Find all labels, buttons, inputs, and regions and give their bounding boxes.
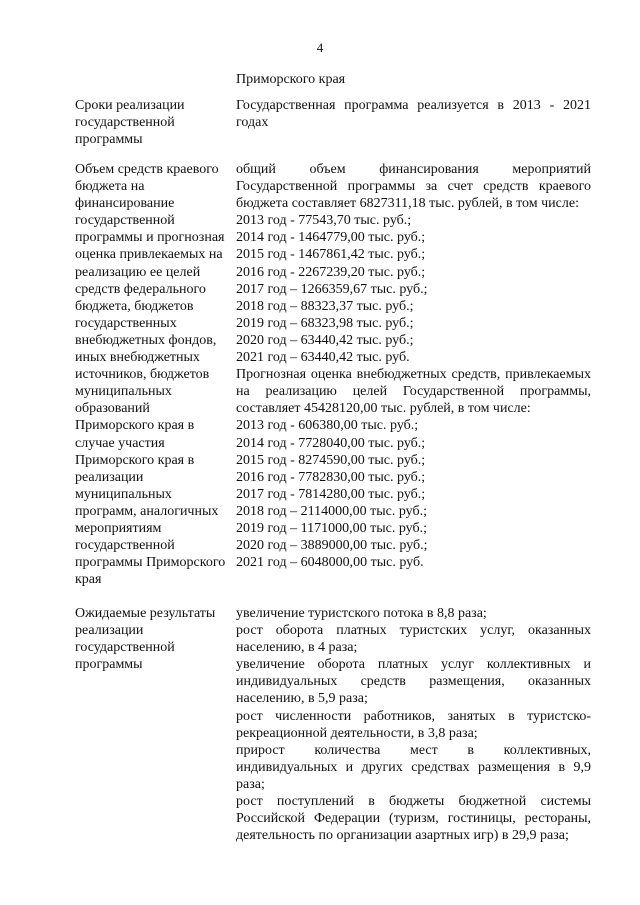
label-line: Объем средств краевого [75,162,219,177]
label-line: государственной [75,640,175,656]
label-line: программы Приморского [75,555,226,571]
label-line: муниципальных [75,486,172,502]
regional-year-line: 2015 год - 1467861,42 тыс. руб.; [236,247,426,263]
label-line: муниципальных [75,384,172,400]
label-line: иных внебюджетных [75,350,200,366]
periods-label [75,97,233,148]
extra-year-line: 2014 год - 7728040,00 тыс. руб.; [236,435,426,451]
label-line: реализации [75,623,144,639]
result-item: рост поступлений в бюджеты бюджетной системы Российской Федерации (туризм, гостиницы, рестораны, деятельность по организации азартных игр) в 29,9 раза; [236,794,591,844]
label-line: программы [75,132,143,148]
label-line: Ожидаемые результаты [75,606,216,621]
page-number: 4 [316,40,324,55]
results-label [75,605,233,673]
label-line: края [75,572,102,588]
extra-year-line: 2020 год – 3889000,00 тыс. руб.; [236,538,428,554]
label-line: Приморского края в [75,452,195,468]
regional-year-line: 2017 год – 1266359,67 тыс. руб.; [236,281,428,297]
extra-year-line: 2019 год – 1171000,00 тыс. руб.; [236,520,427,536]
label-line: реализацию ее целей [75,264,201,280]
label-line: Приморского края в [75,418,195,434]
extra-year-line: 2017 год - 7814280,00 тыс. руб.; [236,486,426,502]
label-line: программы [75,657,143,673]
label-line: программ, аналогичных [75,503,219,519]
regional-year-line: 2019 год – 68323,98 тыс. руб.; [236,315,414,331]
result-item: увеличение оборота платных услуг коллективных и индивидуальных средств размещения, оказанных населению, в 5,9 раза; [236,657,591,707]
result-item: рост численности работников, занятых в туристско-рекреационной деятельности, в 3,8 раза; [236,708,591,741]
periods-text: Государственная программа реализуется в 2013 - 2021 годах [236,98,591,131]
regional-year-line: 2013 год - 77543,70 тыс. руб.; [236,213,412,229]
regional-year-line: 2014 год - 1464779,00 тыс. руб.; [236,230,426,246]
region-header: Приморского края [236,72,346,87]
extra-year-line: 2015 год - 8274590,00 тыс. руб.; [236,452,426,468]
label-line: государственной [75,115,175,131]
extra-year-line: 2021 год – 6048000,00 тыс. руб. [236,555,424,571]
regional-year-line: 2016 год - 2267239,20 тыс. руб.; [236,264,426,280]
extra-year-line: 2018 год – 2114000,00 тыс. руб.; [236,503,427,519]
extra-budget-intro: Прогнозная оценка внебюджетных средств, привлекаемых на реализацию целей Государственной программы, составляет 45428120,00 тыс. рублей, в том числе: [236,367,591,417]
label-line: источников, бюджетов [75,367,210,383]
budget-label [75,161,233,588]
label-line: внебюджетных фондов, [75,332,217,348]
label-line: мероприятиям [75,520,162,536]
label-line: реализации [75,469,144,485]
extra-year-line: 2016 год - 7782830,00 тыс. руб.; [236,469,426,485]
label-line: бюджета, бюджетов [75,298,194,314]
label-line: оценка привлекаемых на [75,247,223,263]
label-line: государственных [75,315,177,331]
regional-budget-intro: общий объем финансирования мероприятий Государственной программы за счет средств краевого бюджета составляет 6827311,18 тыс. рублей, в том числе: [236,162,591,212]
label-line: государственной [75,538,175,554]
extra-year-line: 2013 год - 606380,00 тыс. руб.; [236,418,419,434]
regional-year-line: 2018 год – 88323,37 тыс. руб.; [236,298,414,314]
result-item: прирост количества мест в коллективных, индивидуальных и других средствах размещения в 9,9 раза; [236,742,591,792]
result-item: увеличение туристского потока в 8,8 раза; [236,606,487,621]
regional-year-line: 2021 год – 63440,42 тыс. руб. [236,350,410,366]
regional-year-line: 2020 год – 63440,42 тыс. руб.; [236,332,414,348]
label-line: финансирование [75,196,175,212]
label-line: бюджета на [75,179,145,195]
label-line: случае участия [75,435,165,451]
label-line: Сроки реализации [75,98,185,113]
result-item: рост оборота платных туристских услуг, оказанных населению, в 4 раза; [236,623,591,656]
label-line: программы и прогнозная [75,230,225,246]
label-line: средств федерального [75,281,206,297]
label-line: государственной [75,213,175,229]
label-line: образований [75,401,150,417]
